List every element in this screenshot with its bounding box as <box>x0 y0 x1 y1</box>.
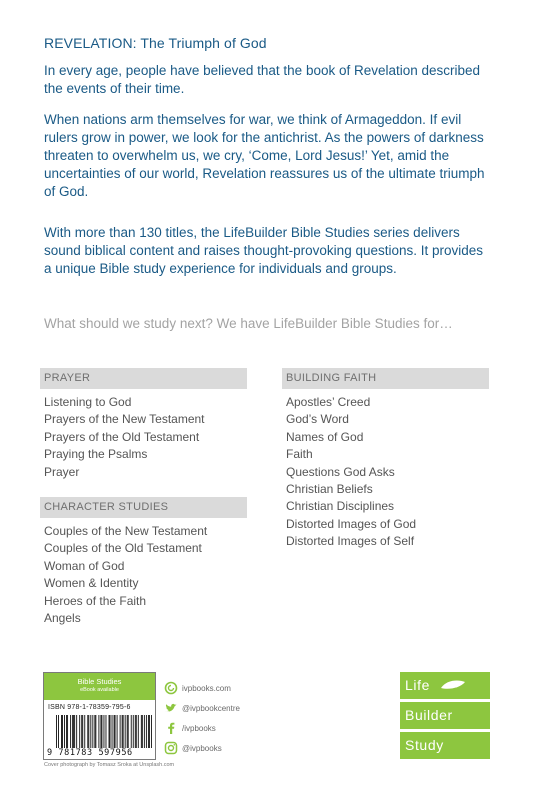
barcode-bar <box>128 715 129 748</box>
barcode-bar <box>79 715 80 748</box>
barcode-bar <box>114 715 115 748</box>
barcode-bar <box>72 715 73 748</box>
barcode-bar <box>138 715 139 748</box>
barcode-bar <box>64 715 65 748</box>
barcode-bar <box>146 715 147 748</box>
barcode-bar <box>66 715 67 748</box>
barcode-bar <box>58 715 59 748</box>
list-item: Couples of the Old Testament <box>44 541 202 556</box>
list-item: Christian Beliefs <box>286 481 373 496</box>
list-item: Woman of God <box>44 558 125 573</box>
twitter-icon <box>164 701 178 715</box>
social-links <box>164 678 240 758</box>
website-link[interactable] <box>164 678 240 698</box>
category-header-building-faith: BUILDING FAITH <box>282 368 489 389</box>
isbn-text: ISBN 978-1-78359-795-6 <box>48 704 131 711</box>
barcode-bar <box>98 715 99 748</box>
website-text: ivpbooks.com <box>182 683 231 693</box>
lifebuilder-logo <box>400 672 490 762</box>
barcode-bar <box>149 715 150 748</box>
category-list-prayer <box>44 394 205 481</box>
list-item: Prayers of the New Testament <box>44 412 205 427</box>
facebook-text: /ivpbooks <box>182 723 216 733</box>
category-header-prayer: PRAYER <box>40 368 247 389</box>
barcode-sublabel: eBook available <box>80 687 119 693</box>
barcode-bar <box>115 715 116 748</box>
web-icon <box>164 681 178 695</box>
category-header-character-studies: CHARACTER STUDIES <box>40 497 247 518</box>
barcode-digits: 9 781783 597956 <box>47 748 133 758</box>
twitter-text: @ivpbookcentre <box>182 703 240 713</box>
list-item: Apostles’ Creed <box>286 395 371 409</box>
barcode-bar <box>61 715 62 748</box>
barcode-bar <box>103 715 104 748</box>
barcode-bar <box>62 715 63 748</box>
barcode-bar <box>92 715 93 748</box>
photo-credit: Cover photograph by Tomasz Sroka at Unsplash.com <box>44 762 175 768</box>
barcode-bar <box>70 715 71 748</box>
list-item: Angels <box>44 610 81 625</box>
list-item: Heroes of the Faith <box>44 593 147 608</box>
list-item: Women & Identity <box>44 576 139 591</box>
list-item: Couples of the New Testament <box>44 524 208 538</box>
barcode-bar <box>142 715 143 748</box>
barcode-label-band <box>44 673 155 700</box>
barcode-bar <box>88 715 89 748</box>
barcode-label: Bible Studies <box>77 677 122 686</box>
barcode-bar <box>133 715 134 748</box>
series-paragraph: With more than 130 titles, the LifeBuilder Bible Studies series delivers sound biblical content and raises thought-provoking questions. It provides a unique Bible study experience for individuals and groups. <box>44 225 484 276</box>
list-item: Questions God Asks <box>286 464 395 479</box>
category-list-building-faith <box>286 394 416 551</box>
barcode-bar <box>100 715 101 748</box>
barcode-bar <box>151 715 152 748</box>
barcode-bar <box>67 715 68 748</box>
book-title: REVELATION: The Triumph of God <box>44 35 267 51</box>
barcode-bar <box>87 715 88 748</box>
instagram-icon <box>164 741 178 755</box>
barcode-bar <box>112 715 113 748</box>
list-item: Praying the Psalms <box>44 447 148 462</box>
barcode-bar <box>131 715 132 748</box>
list-item: Prayers of the Old Testament <box>44 429 200 444</box>
barcode-bar <box>125 715 126 748</box>
list-item: God’s Word <box>286 412 349 427</box>
barcode-bar <box>110 715 111 748</box>
logo-word-life <box>400 672 490 699</box>
list-item: Names of God <box>286 429 364 444</box>
barcode-bar <box>136 715 137 748</box>
intro-paragraph: In every age, people have believed that the book of Revelation described the events of their time. <box>44 63 481 96</box>
list-item: Prayer <box>44 464 80 479</box>
study-next-question: What should we study next? We have LifeBuilder Bible Studies for… <box>44 316 453 331</box>
barcode-bar <box>84 715 85 748</box>
barcode-bar <box>101 715 102 748</box>
logo-word-study: Study <box>400 732 490 759</box>
logo-text-life: Life <box>405 677 430 693</box>
barcode-block <box>43 672 156 760</box>
barcode-bar <box>106 715 107 748</box>
barcode-bar <box>127 715 128 748</box>
instagram-link[interactable] <box>164 738 240 758</box>
list-item: Distorted Images of Self <box>286 534 415 549</box>
twitter-link[interactable] <box>164 698 240 718</box>
barcode-bar <box>117 715 118 748</box>
description-paragraph: When nations arm themselves for war, we think of Armageddon. If evil rulers grow in power, we look for the antichrist. As the powers of darkness threaten to overwhelm us, we cry, ‘Come, Lord Jesus!’ Yet, amid the uncertainties of our world, Revelation reassures us of the ultimate triumph of God. <box>44 112 485 199</box>
barcode-bar <box>109 715 110 748</box>
barcode-bars <box>56 715 152 748</box>
barcode-bar <box>76 715 77 748</box>
facebook-icon <box>164 721 178 735</box>
barcode-bar <box>122 715 123 748</box>
category-list-character-studies <box>44 523 207 627</box>
barcode-bar <box>135 715 136 748</box>
list-item: Faith <box>286 447 313 462</box>
barcode-bar <box>82 715 83 748</box>
barcode-bar <box>74 715 75 748</box>
barcode-bar <box>90 715 91 748</box>
list-item: Listening to God <box>44 395 132 409</box>
barcode-bar <box>141 715 142 748</box>
barcode-bar <box>81 715 82 748</box>
barcode-bar <box>148 715 149 748</box>
instagram-text: @ivpbooks <box>182 743 222 753</box>
facebook-link[interactable] <box>164 718 240 738</box>
barcode-bar <box>56 715 57 748</box>
list-item: Christian Disciplines <box>286 499 395 514</box>
leaf-icon <box>440 678 466 692</box>
barcode-bar <box>73 715 74 748</box>
barcode-bar <box>120 715 121 748</box>
barcode-bar <box>144 715 145 748</box>
list-item: Distorted Images of God <box>286 516 417 531</box>
logo-word-builder: Builder <box>400 702 490 729</box>
barcode-bar <box>95 715 96 748</box>
barcode-bar <box>94 715 95 748</box>
barcode-bar <box>123 715 124 748</box>
